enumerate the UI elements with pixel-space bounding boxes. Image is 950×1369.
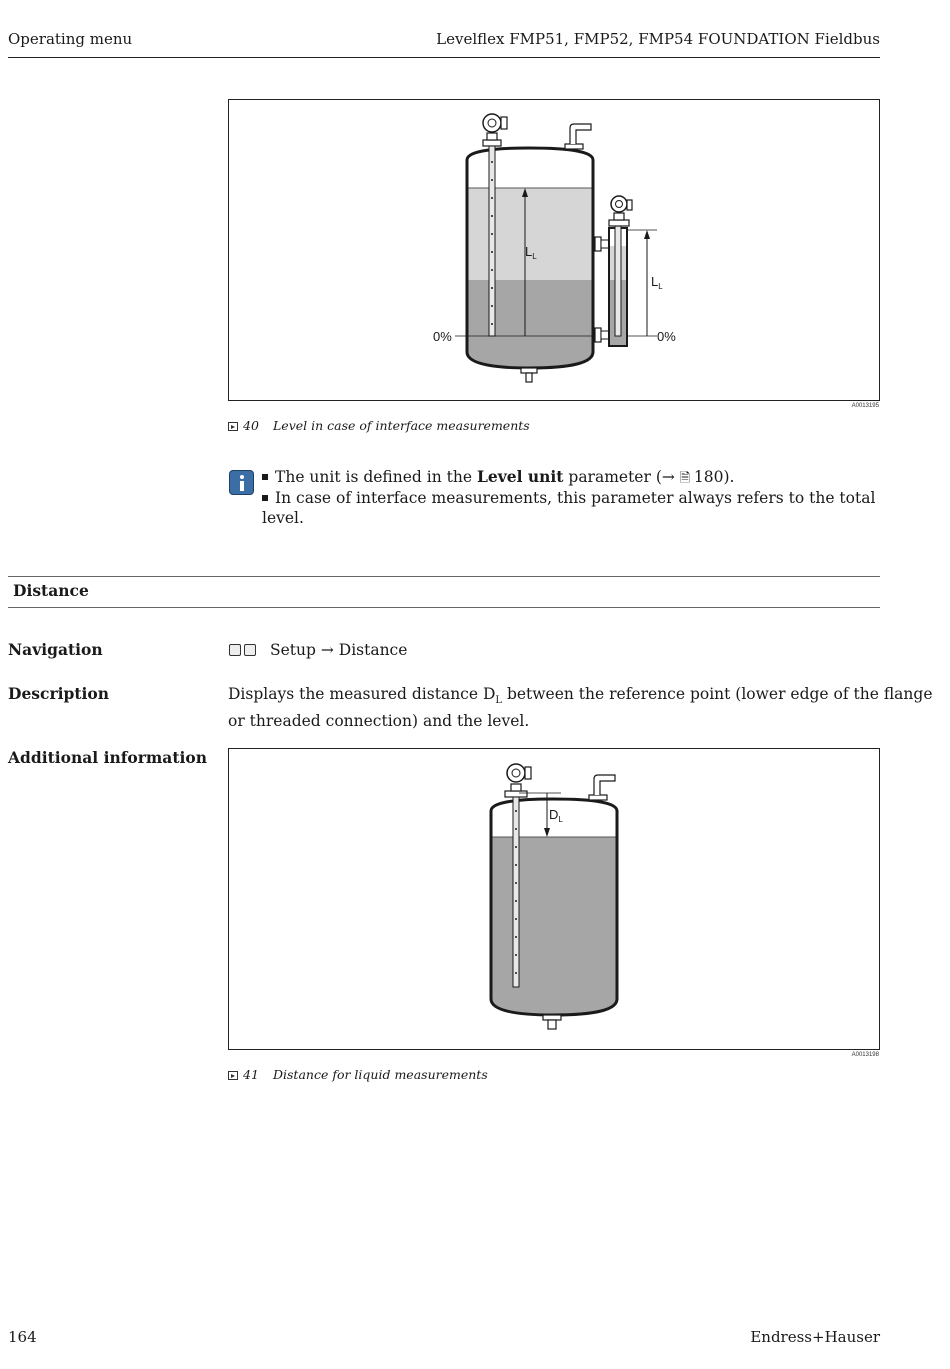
bullet-icon: [262, 474, 268, 480]
distance-label: $D_L$: [549, 807, 563, 824]
bypass-level-label: $L_L$: [651, 274, 663, 291]
note-bullet-2: In case of interface measurements, this parameter always refers to the total level.: [262, 489, 876, 527]
figure-41-code: A0013198: [851, 1052, 879, 1058]
running-header-product: Levelflex FMP51, FMP52, FMP54 FOUNDATION Fieldbus: [436, 30, 880, 48]
navigation-row: [229, 640, 407, 660]
page-number: 164: [8, 1328, 37, 1346]
page-reference-icon: 🗎: [679, 470, 694, 485]
figure-41-caption-text: Distance for liquid measurements: [273, 1067, 488, 1082]
bullet-icon: [262, 495, 268, 501]
figure-41-number: 41: [243, 1067, 259, 1082]
description-label: Description: [8, 684, 110, 703]
navigation-path[interactable]: Setup → Distance: [270, 641, 408, 659]
section-rule-top: [8, 576, 880, 577]
header-rule: [8, 57, 880, 58]
display-icon: [244, 644, 256, 656]
bypass-zero-label: 0%: [657, 329, 676, 344]
section-rule-bottom: [8, 607, 880, 608]
figure-40-caption-text: Level in case of interface measurements: [273, 418, 530, 433]
running-header-section: Operating menu: [8, 30, 133, 48]
figure-40-number: 40: [243, 418, 259, 433]
info-icon: [229, 470, 254, 495]
footer-brand: Endress+Hauser: [750, 1328, 880, 1346]
page-reference-link[interactable]: 180).: [693, 468, 735, 486]
navigation-label: Navigation: [8, 640, 103, 659]
figure-icon: [228, 422, 238, 431]
interface-level-diagram: [229, 100, 879, 400]
additional-info-label: Additional information: [8, 748, 208, 767]
figure-icon: [228, 1071, 238, 1080]
level-unit-parameter: Level unit: [476, 467, 564, 486]
figure-40-code: A0013195: [851, 403, 879, 409]
figure-40-caption: [228, 418, 530, 433]
figure-41-frame: [228, 748, 880, 1050]
distance-diagram: [229, 749, 879, 1049]
figure-41-caption: [228, 1067, 488, 1082]
expert-menu-icon: [229, 644, 241, 656]
figure-40-frame: [228, 99, 880, 401]
section-title: Distance: [13, 581, 89, 600]
note-block: [262, 467, 882, 528]
description-text: Displays the measured distance $D_L$ between the reference point (lower edge of the flange or threaded connection) and the level.: [228, 685, 933, 731]
tank-level-label: $L_L$: [525, 244, 537, 261]
tank-zero-label: 0%: [433, 329, 452, 344]
note-bullet-1: The unit is defined in the Level unit parameter (→ 🗎 180).: [262, 467, 882, 488]
